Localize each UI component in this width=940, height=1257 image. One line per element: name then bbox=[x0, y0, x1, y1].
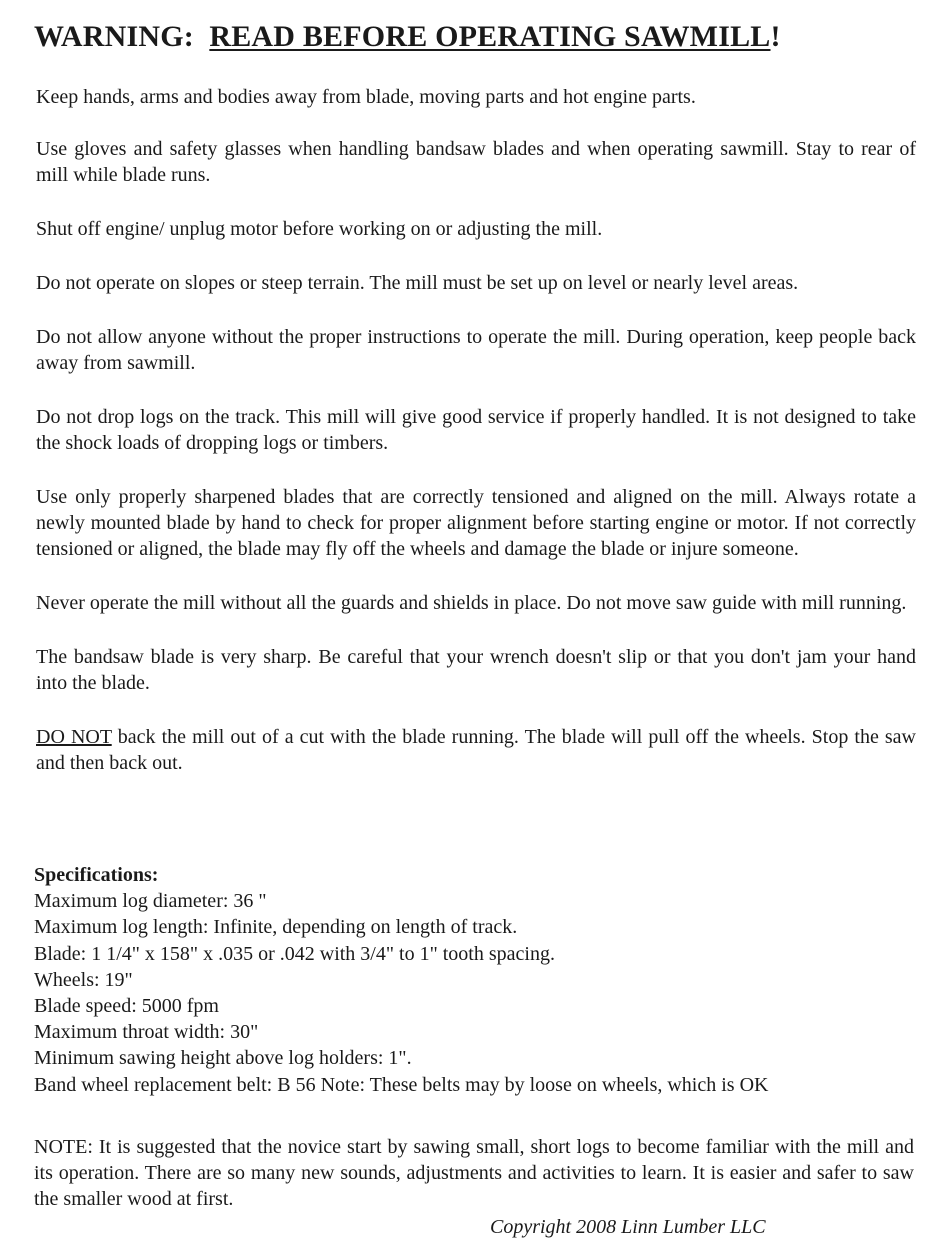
warning-item: Use gloves and safety glasses when handling bandsaw blades and when operating sawmill. Stay to rear of mill while blade runs. bbox=[36, 138, 916, 186]
do-not-text: back the mill out of a cut with the blade running. The blade will pull off the wheels. Stop the saw and then back out. bbox=[36, 726, 916, 774]
specifications-heading: Specifications: bbox=[34, 864, 159, 886]
spec-line: Wheels: 19" bbox=[34, 968, 133, 991]
warning-item: Do not drop logs on the track. This mill will give good service if properly handled. It is not designed to take the shock loads of dropping logs or timbers. bbox=[36, 406, 916, 454]
title-suffix: ! bbox=[770, 20, 781, 53]
spec-line: Band wheel replacement belt: B 56 Note: These belts may by loose on wheels, which is OK bbox=[34, 1073, 769, 1096]
spec-line: Maximum log diameter: 36 " bbox=[34, 890, 267, 913]
title-prefix: WARNING: bbox=[34, 20, 194, 53]
warning-item-do-not bbox=[36, 724, 916, 776]
spec-line: Minimum sawing height above log holders: 1". bbox=[34, 1047, 412, 1070]
warning-item: Keep hands, arms and bodies away from blade, moving parts and hot engine parts. bbox=[36, 86, 696, 108]
specifications-section bbox=[34, 862, 914, 1098]
copyright-notice: Copyright 2008 Linn Lumber LLC bbox=[490, 1216, 766, 1238]
warning-item: Do not operate on slopes or steep terrain. The mill must be set up on level or nearly level areas. bbox=[36, 272, 799, 294]
title-underlined: READ BEFORE OPERATING SAWMILL bbox=[209, 20, 771, 53]
warning-item: Shut off engine/ unplug motor before working on or adjusting the mill. bbox=[36, 218, 603, 240]
do-not-emphasis: DO NOT bbox=[36, 726, 112, 748]
spec-line: Maximum log length: Infinite, depending on length of track. bbox=[34, 916, 518, 939]
warning-item: Do not allow anyone without the proper instructions to operate the mill. During operation, keep people back away from sawmill. bbox=[36, 326, 916, 374]
spec-line: Blade: 1 1/4" x 158" x .035 or .042 with 3/4" to 1" tooth spacing. bbox=[34, 942, 555, 965]
spec-line: Blade speed: 5000 fpm bbox=[34, 995, 219, 1018]
warning-item: Use only properly sharpened blades that are correctly tensioned and aligned on the mill. Always rotate a newly mounted blade by hand to check for proper alignment before starting engine or motor. If not correctly tensioned or aligned, the blade may fly off the wheels and damage the blade or injure someone. bbox=[36, 486, 916, 560]
warning-item: The bandsaw blade is very sharp. Be careful that your wrench doesn't slip or that you don't jam your hand into the blade. bbox=[36, 646, 916, 694]
novice-note: NOTE: It is suggested that the novice start by sawing small, short logs to become familiar with the mill and its operation. There are so many new sounds, adjustments and activities to learn. It is easier and safer to saw the smaller wood at first. bbox=[34, 1136, 914, 1210]
warning-item: Never operate the mill without all the guards and shields in place. Do not move saw guide with mill running. bbox=[36, 592, 907, 614]
spec-line: Maximum throat width: 30" bbox=[34, 1021, 259, 1044]
page-title bbox=[34, 20, 781, 54]
warning-list bbox=[36, 84, 916, 804]
